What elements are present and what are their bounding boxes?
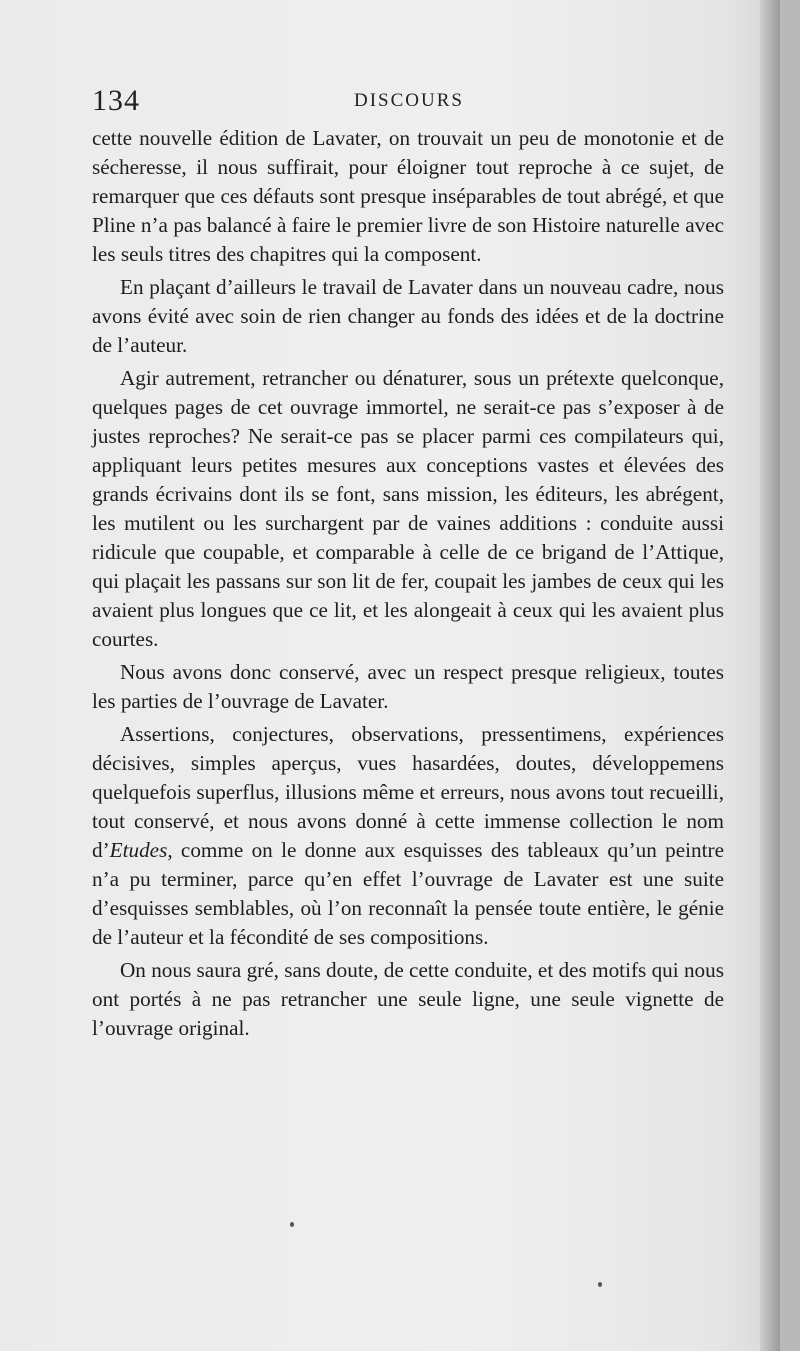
paragraph-text: Assertions, conjectures, observations, pressentimens, expériences décisives, simples aperçus, vues hasardées, doutes, développemens quelquefois superflus, illusions même et erreurs, nous avons tout recueilli, tout conservé, et nous avons donné à cette immense collection le nom d’: [92, 722, 724, 862]
print-speck: [290, 1222, 294, 1227]
paragraph-continuation: cette nouvelle édition de Lavater, on trouvait un peu de monotonie et de sécheresse, il nous suffirait, pour éloigner tout reproche à ce sujet, de remarquer que ces défauts sont presque inséparables de tout abrégé, et que Pline n’a pas balancé à faire le premier livre de son Histoire naturelle avec les seuls titres des chapitres qui la composent.: [92, 126, 724, 266]
emphasis-text: Etudes: [109, 838, 168, 862]
print-speck: [598, 1282, 602, 1287]
page-header: [92, 84, 724, 124]
paragraph: En plaçant d’ailleurs le travail de Lavater dans un nouveau cadre, nous avons évité avec soin de rien changer au fonds des idées et de la doctrine de l’auteur.: [92, 275, 724, 357]
paragraph: On nous saura gré, sans doute, de cette conduite, et des motifs qui nous ont portés à ne pas retrancher une seule ligne, une seule vignette de l’ouvrage original.: [92, 958, 724, 1040]
page-gutter-shadow: [760, 0, 780, 1351]
body-text: [92, 124, 724, 1047]
page-number: 134: [92, 84, 140, 117]
paragraph: Agir autrement, retrancher ou dénaturer, sous un prétexte quelconque, quelques pages de cet ouvrage immortel, ne serait-ce pas s’exposer à de justes reproches? Ne serait-ce pas se placer parmi ces compilateurs qui, appliquant leurs petites mesures aux conceptions vastes et élevées des grands écrivains dont ils se font, sans mission, les éditeurs, les abrégent, les mutilent ou les surchargent par de vaines additions : conduite aussi ridicule que coupable, et comparable à celle de ce brigand de l’Attique, qui plaçait les passans sur son lit de fer, coupait les jambes de ceux qui les avaient plus longues que ce lit, et les alongeait à ceux qui les avaient plus courtes.: [92, 366, 724, 651]
paragraph: [92, 720, 724, 952]
paragraph: Nous avons donc conservé, avec un respect presque religieux, toutes les parties de l’ouvrage de Lavater.: [92, 660, 724, 713]
paragraph-text: , comme on le donne aux esquisses des tableaux qu’un peintre n’a pu terminer, parce qu’en effet l’ouvrage de Lavater est une suite d’esquisses semblables, où l’on reconnaît la pensée toute entière, le génie de l’auteur et la fécondité de ses compositions.: [92, 838, 724, 949]
running-head: DISCOURS: [354, 90, 464, 111]
